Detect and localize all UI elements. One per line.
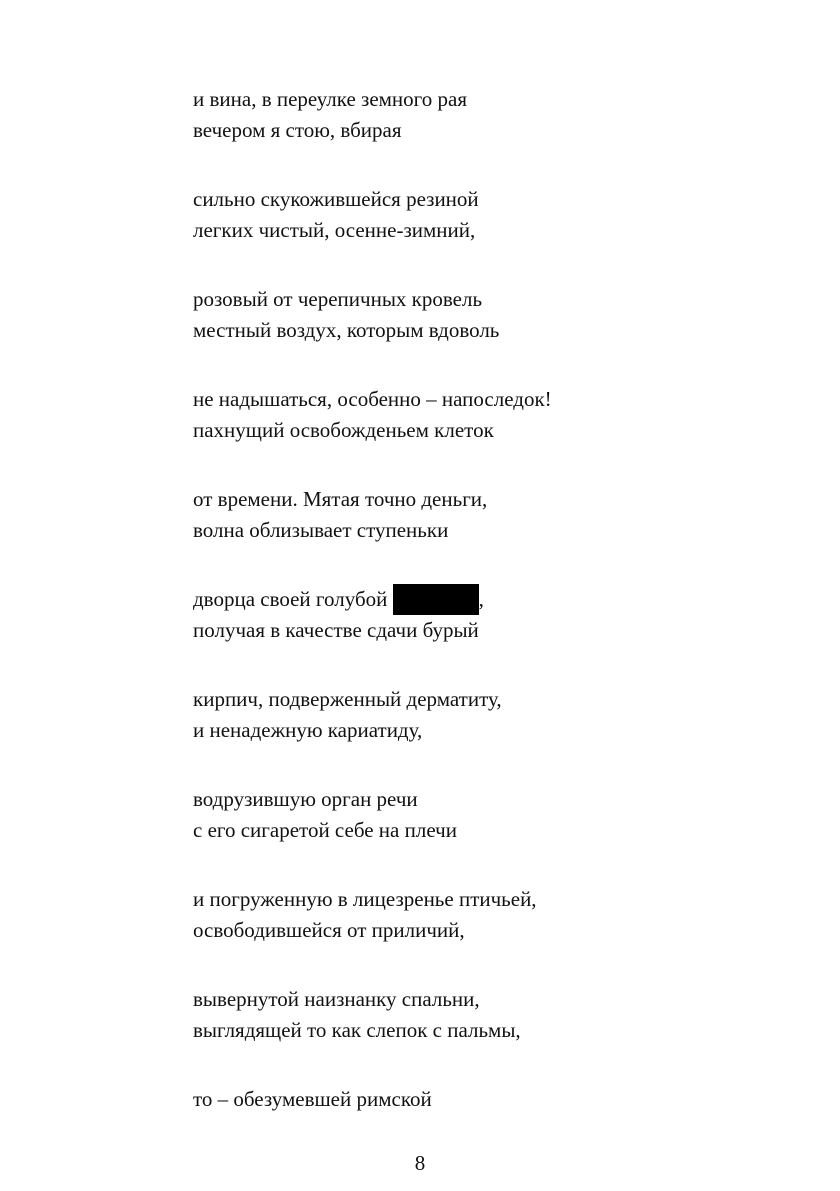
poem-line-text: дворца своей голубой [193,587,393,611]
poem-line: то – обезумевшей римской [193,1087,432,1111]
stanza-5 [193,484,753,584]
stanza-6 [193,584,753,684]
stanza-8 [193,784,753,884]
stanza-10 [193,984,753,1084]
poem-body [193,84,753,1184]
page-number: 8 [414,1151,426,1175]
stanza-2 [193,184,753,284]
poem-line: кирпич, подверженный дерматиту, [193,687,502,711]
poem-line: легких чистый, осенне-зимний, [193,218,476,242]
poem-line: освободившейся от приличий, [193,918,465,942]
poem-line: и ненадежную кариатиду, [193,718,423,742]
poem-line: вечером я стою, вбирая [193,118,402,142]
poem-line: и вина, в переулке земного рая [193,87,467,111]
poem-line: не надышаться, особенно – напоследок! [193,387,552,411]
stanza-7 [193,684,753,784]
poem-line-with-redaction [193,584,753,615]
poem-line: и погруженную в лицезренье птичьей, [193,887,537,911]
poem-line: водрузившую орган речи [193,787,418,811]
redaction-box [393,584,479,615]
stanza-4 [193,384,753,484]
poem-line: получая в качестве сдачи бурый [193,618,479,642]
stanza-9 [193,884,753,984]
poem-line: пахнущий освобожденьем клеток [193,418,494,442]
poem-line: сильно скукожившейся резиной [193,187,479,211]
poem-line: вывернутой наизнанку спальни, [193,987,480,1011]
poem-line: от времени. Мятая точно деньги, [193,487,488,511]
poem-line: с его сигаретой себе на плечи [193,818,457,842]
poem-line: местный воздух, которым вдоволь [193,318,500,342]
punctuation-comma: , [478,587,484,611]
poem-line: волна облизывает ступеньки [193,518,449,542]
stanza-3 [193,284,753,384]
stanza-1 [193,84,753,184]
poem-line: розовый от черепичных кровель [193,287,483,311]
poem-line: выглядящей то как слепок с пальмы, [193,1018,521,1042]
